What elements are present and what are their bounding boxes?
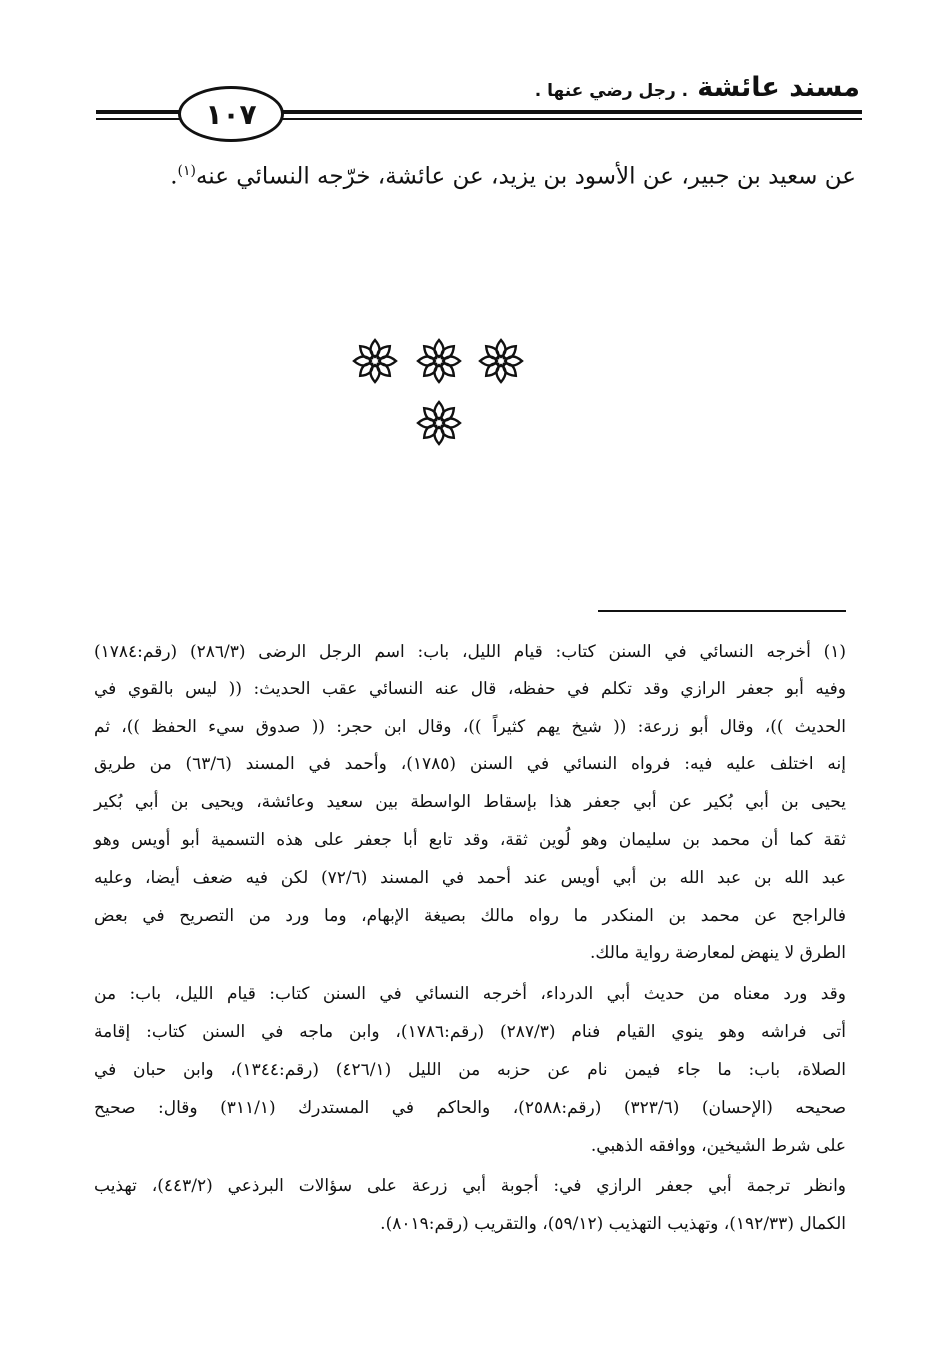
running-head — [534, 72, 860, 103]
flower-ornament-icon — [414, 398, 464, 448]
footnote-line: ثقة كما أن محمد بن سليمان وهو لُوين ثقة، وقد تابع أبا جعفر على هذه التسمية أبو أويس وهو — [94, 830, 846, 850]
footnote-line: الكمال (١٩٢/٣٣)، وتهذيب التهذيب (٥٩/١٢)، والتقريب (رقم:٨٠١٩). — [380, 1214, 846, 1234]
footnote-line: وانظر ترجمة أبي جعفر الرازي في: أجوبة أبي زرعة على سؤالات البرذعي (٤٤٣/٢)، تهذيب — [94, 1176, 846, 1196]
section-divider-ornaments — [340, 336, 540, 446]
flower-ornament-icon — [476, 336, 526, 386]
main-text: عن سعيد بن جبير، عن الأسود بن يزيد، عن عائشة، خرّجه النسائي عنه — [195, 163, 856, 190]
flower-ornament-icon — [414, 336, 464, 386]
page-number: ١٠٧ — [205, 97, 257, 131]
footnote-line: يحيى بن أبي بُكير عن أبي جعفر هذا بإسقاط الواسطة بين سعيد وعائشة، ويحيى بن أبي بُكير — [94, 792, 846, 812]
footnote-line: الحديث ))، وقال أبو زرعة: (( شيخ يهم كثيراً ))، وقال ابن حجر: (( صدوق سيء الحفظ ))، ثم — [94, 717, 846, 737]
footnote-line: فالراجح عن محمد بن المنكدر ما رواه مالك بصيغة الإبهام، وما ورد من التصريح في بعض — [94, 906, 846, 926]
footnote-line: الطرق لا ينهض لمعارضة رواية مالك. — [590, 943, 846, 963]
main-text-end: . — [170, 163, 178, 190]
footnote-line: على شرط الشيخين، ووافقه الذهبي. — [590, 1136, 846, 1156]
footnote-line: عبد الله بن عبد الله بن أبي أويس عند أحمد في المسند (٧٢/٦) لكن فيه ضعف أيضا، وعليه — [94, 868, 846, 888]
section-title: . رجل رضي عنها . — [534, 81, 689, 101]
footnote-line: وفيه أبو جعفر الرازي وقد تكلم في حفظه، قال عنه النسائي عقب الحديث: (( ليس بالقوي في — [94, 679, 846, 699]
page-number-badge — [178, 86, 284, 142]
footnote-line: وقد ورد معناه من حديث أبي الدرداء، أخرجه النسائي في السنن كتاب: قيام الليل، باب: من — [94, 984, 846, 1004]
footnote-line: (١) أخرجه النسائي في السنن كتاب: قيام الليل، باب: اسم الرجل الرضى (٢٨٦/٣) (رقم:١٧٨٤) — [94, 642, 846, 662]
footnote-line: الصلاة، باب: ما جاء فيمن نام عن حزبه من الليل (٤٢٦/١) (رقم:١٣٤٤)، وابن حبان في — [94, 1060, 846, 1080]
main-text-line — [96, 163, 856, 190]
footnote-line: إنه اختلف عليه فيه: فرواه النسائي في السنن (١٧٨٥)، وأحمد في المسند (٦٣/٦) من طريق — [94, 754, 846, 774]
footnote-line: صحيحه (الإحسان) (٣٢٣/٦) (رقم:٢٥٨٨)، والحاكم في المستدرك (٣١١/١) وقال: صحيح — [94, 1098, 847, 1118]
footnote-line: أتى فراشه وهو ينوي القيام فنام (٢٨٧/٣) (رقم:١٧٨٦)، وابن ماجه في السنن كتاب: إقامة — [94, 1022, 847, 1042]
footnote-reference: (١) — [177, 163, 196, 179]
flower-ornament-icon — [350, 336, 400, 386]
footnote-separator — [598, 610, 846, 612]
book-title: مسند عائشة — [697, 72, 860, 103]
